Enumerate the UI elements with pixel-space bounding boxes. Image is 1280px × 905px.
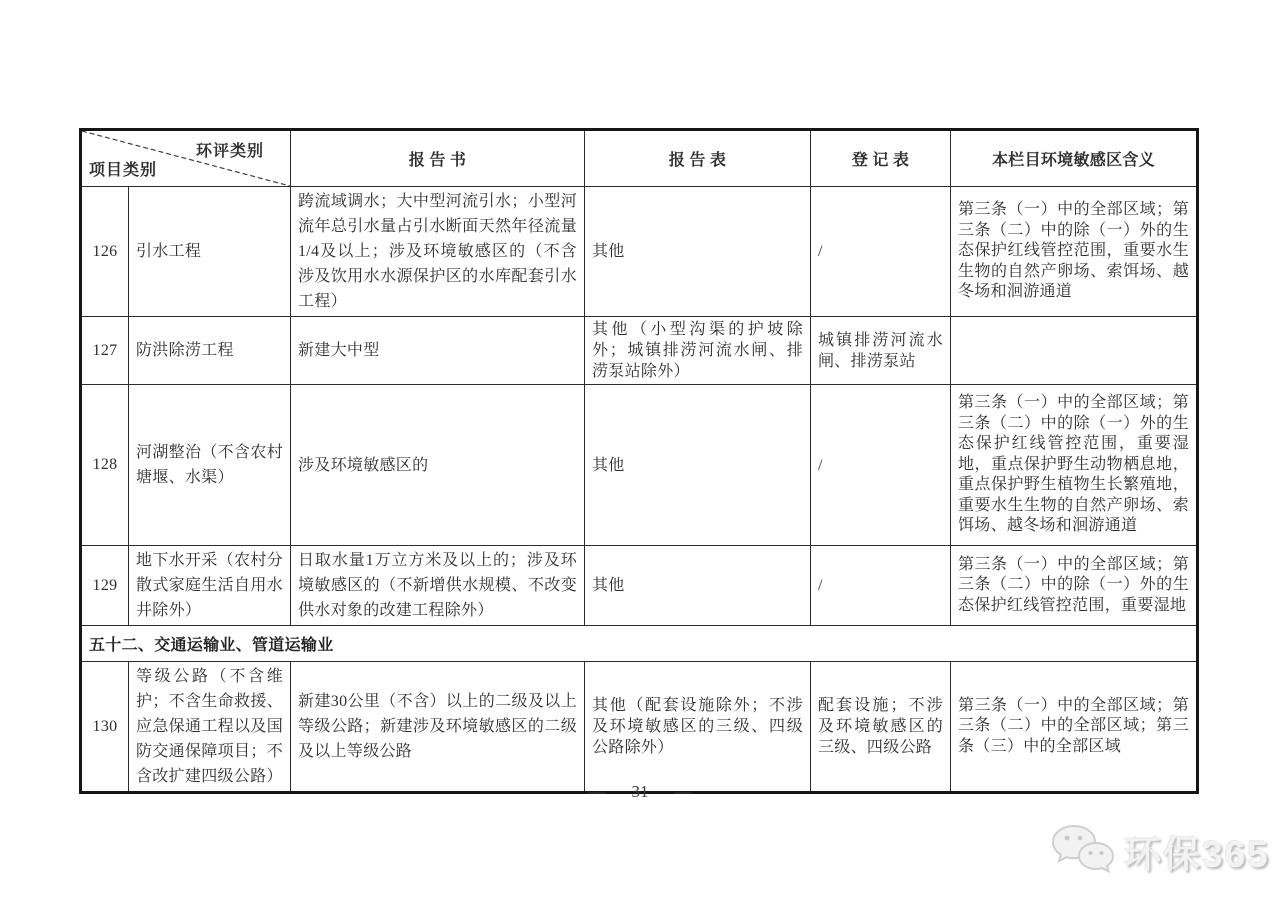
table-row bbox=[81, 385, 1198, 546]
registration-cell: / bbox=[811, 546, 951, 626]
report-table-cell: 其他（配套设施除外；不涉及环境敏感区的三级、四级公路除外） bbox=[585, 662, 811, 793]
report-book-cell: 新建30公里（不含）以上的二级及以上等级公路；新建涉及环境敏感区的二级及以上等级公路 bbox=[291, 662, 585, 793]
report-table-cell: 其他（小型沟渠的护坡除外；城镇排涝河流水闸、排涝泵站除外） bbox=[585, 317, 811, 385]
header-report-table: 报 告 表 bbox=[585, 130, 811, 187]
header-eia-category-label: 环评类别 bbox=[195, 143, 264, 160]
report-book-cell: 跨流域调水；大中型河流引水；小型河流年总引水量占引水断面天然年径流量1/4及以上；涉及环境敏感区的（不含涉及饮用水水源保护区的水库配套引水工程） bbox=[291, 187, 585, 317]
registration-cell: / bbox=[811, 385, 951, 546]
section-header-row bbox=[81, 626, 1198, 662]
project-category-cell: 引水工程 bbox=[129, 187, 291, 317]
registration-cell: / bbox=[811, 187, 951, 317]
report-book-cell: 涉及环境敏感区的 bbox=[291, 385, 585, 546]
page-number: — 31 — bbox=[588, 782, 692, 801]
header-report-book: 报 告 书 bbox=[291, 130, 585, 187]
header-sensitive-area-meaning: 本栏目环境敏感区含义 bbox=[951, 130, 1198, 187]
row-number-cell: 129 bbox=[81, 546, 129, 626]
row-number-cell: 126 bbox=[81, 187, 129, 317]
report-book-cell: 日取水量1万立方米及以上的；涉及环境敏感区的（不新增供水规模、不改变供水对象的改建工程除外） bbox=[291, 546, 585, 626]
project-category-cell: 等级公路（不含维护；不含生命救援、应急保通工程以及国防交通保障项目；不含改扩建四级公路） bbox=[129, 662, 291, 793]
sensitive-area-meaning-cell: 第三条（一）中的全部区域；第三条（二）中的全部区域；第三条（三）中的全部区域 bbox=[951, 662, 1198, 793]
table-row bbox=[81, 662, 1198, 793]
report-table-cell: 其他 bbox=[585, 385, 811, 546]
registration-cell: 配套设施；不涉及环境敏感区的三级、四级公路 bbox=[811, 662, 951, 793]
header-project-category-label: 项目类别 bbox=[89, 162, 158, 179]
project-category-cell: 地下水开采（农村分散式家庭生活自用水井除外） bbox=[129, 546, 291, 626]
watermark bbox=[1050, 822, 1270, 880]
sensitive-area-meaning-cell: 第三条（一）中的全部区域；第三条（二）中的除（一）外的生态保护红线管控范围，重要湿地，重点保护野生动物栖息地，重点保护野生植物生长繁殖地，重要水生生物的自然产卵场、索饵场、越冬场和洄游通道 bbox=[951, 385, 1198, 546]
sensitive-area-meaning-cell: 第三条（一）中的全部区域；第三条（二）中的除（一）外的生态保护红线管控范围，重要湿地 bbox=[951, 546, 1198, 626]
report-table-cell: 其他 bbox=[585, 187, 811, 317]
registration-cell: 城镇排涝河流水闸、排涝泵站 bbox=[811, 317, 951, 385]
table-row bbox=[81, 187, 1198, 317]
eia-category-table bbox=[79, 128, 1199, 794]
sensitive-area-meaning-cell: 第三条（一）中的全部区域；第三条（二）中的除（一）外的生态保护红线管控范围，重要水生生物的自然产卵场、索饵场、越冬场和洄游通道 bbox=[951, 187, 1198, 317]
diagonal-header-cell bbox=[81, 130, 291, 187]
section-title: 五十二、交通运输业、管道运输业 bbox=[81, 626, 1198, 662]
table-header-row bbox=[81, 130, 1198, 187]
project-category-cell: 河湖整治（不含农村塘堰、水渠） bbox=[129, 385, 291, 546]
table-row bbox=[81, 317, 1198, 385]
project-category-cell: 防洪除涝工程 bbox=[129, 317, 291, 385]
report-table-cell: 其他 bbox=[585, 546, 811, 626]
sensitive-area-meaning-cell bbox=[951, 317, 1198, 385]
row-number-cell: 130 bbox=[81, 662, 129, 793]
header-registration-table: 登 记 表 bbox=[811, 130, 951, 187]
watermark-brand-text: 环保365 bbox=[1124, 834, 1270, 875]
row-number-cell: 127 bbox=[81, 317, 129, 385]
report-book-cell: 新建大中型 bbox=[291, 317, 585, 385]
table-row bbox=[81, 546, 1198, 626]
wechat-icon bbox=[1050, 822, 1116, 880]
row-number-cell: 128 bbox=[81, 385, 129, 546]
